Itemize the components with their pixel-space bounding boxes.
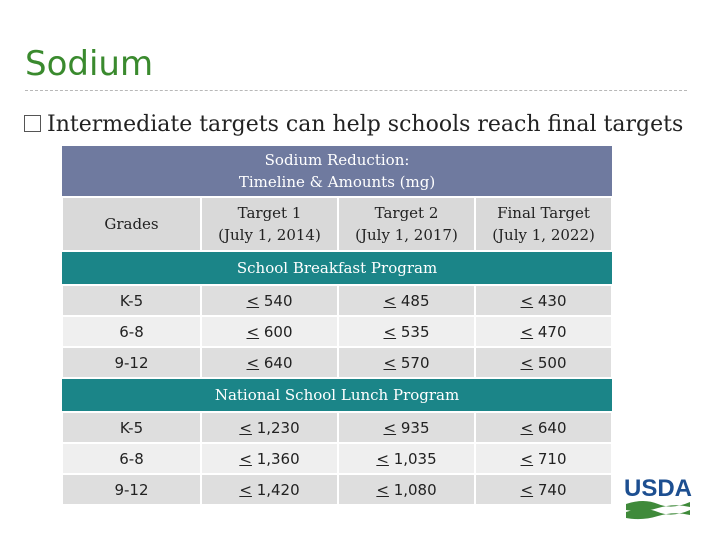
le-symbol: < [383, 353, 397, 372]
value-cell [338, 285, 475, 316]
le-symbol: < [246, 322, 260, 341]
value-text: 540 [263, 291, 293, 310]
value-cell [475, 285, 612, 316]
value-text: 500 [537, 353, 567, 372]
col-header-label: Target 2 [374, 204, 439, 222]
value-cell [338, 316, 475, 347]
table-header [62, 146, 612, 197]
table-row [62, 347, 612, 378]
bullet-item [24, 110, 683, 140]
value-text: 570 [400, 353, 430, 372]
value-text: 1,230 [256, 418, 300, 437]
le-symbol: < [383, 291, 397, 310]
le-symbol: < [520, 322, 534, 341]
value-text: 710 [537, 449, 567, 468]
page-title: Sodium [25, 44, 154, 84]
header-line2: Timeline & Amounts (mg) [238, 173, 436, 191]
value-cell [475, 316, 612, 347]
le-symbol: < [383, 322, 397, 341]
le-symbol: < [376, 480, 389, 499]
value-text: 485 [400, 291, 430, 310]
value-text: 935 [400, 418, 430, 437]
section-title: National School Lunch Program [62, 378, 612, 412]
le-symbol: < [246, 291, 260, 310]
le-symbol: < [239, 418, 252, 437]
table-row [62, 412, 612, 443]
grade-cell: 9-12 [62, 474, 201, 505]
col-header-date: (July 1, 2022) [492, 226, 595, 244]
le-symbol: < [383, 418, 397, 437]
value-text: 430 [537, 291, 567, 310]
value-text: 535 [400, 322, 430, 341]
col-header-target2 [338, 197, 475, 251]
value-text: 640 [263, 353, 293, 372]
grade-cell: 6-8 [62, 316, 201, 347]
value-text: 1,080 [393, 480, 437, 499]
value-cell [338, 347, 475, 378]
section-row-lunch [62, 378, 612, 412]
col-header-label: Target 1 [237, 204, 302, 222]
value-text: 640 [537, 418, 567, 437]
grade-cell: 6-8 [62, 443, 201, 474]
bullet-text: Intermediate targets can help schools reach final targets [47, 112, 684, 137]
le-symbol: < [520, 291, 534, 310]
col-header-target1 [201, 197, 338, 251]
table-header-row [62, 146, 612, 197]
checkbox-bullet-icon [24, 115, 41, 132]
grades-header: Grades [62, 197, 201, 251]
value-cell [201, 347, 338, 378]
column-header-row [62, 197, 612, 251]
value-cell [338, 443, 475, 474]
title-divider [25, 90, 687, 91]
le-symbol: < [520, 418, 534, 437]
table-row [62, 474, 612, 505]
le-symbol: < [239, 449, 252, 468]
le-symbol: < [376, 449, 389, 468]
value-text: 740 [537, 480, 567, 499]
value-text: 470 [537, 322, 567, 341]
le-symbol: < [520, 353, 534, 372]
le-symbol: < [246, 353, 260, 372]
value-cell [201, 443, 338, 474]
value-cell [201, 412, 338, 443]
grade-cell: K-5 [62, 412, 201, 443]
le-symbol: < [520, 480, 534, 499]
grade-cell: 9-12 [62, 347, 201, 378]
usda-logo-icon [624, 474, 692, 520]
section-title: School Breakfast Program [62, 251, 612, 285]
value-text: 600 [263, 322, 293, 341]
value-cell [201, 285, 338, 316]
col-header-final [475, 197, 612, 251]
value-cell [338, 474, 475, 505]
header-line1: Sodium Reduction: [264, 151, 410, 169]
value-text: 1,360 [256, 449, 300, 468]
grade-cell: K-5 [62, 285, 201, 316]
usda-logo-text: USDA [624, 475, 692, 502]
col-header-date: (July 1, 2017) [355, 226, 458, 244]
value-cell [475, 347, 612, 378]
sodium-table [61, 146, 613, 506]
value-cell [475, 412, 612, 443]
table-row [62, 285, 612, 316]
value-cell [201, 474, 338, 505]
value-cell [475, 474, 612, 505]
value-cell [338, 412, 475, 443]
table-row [62, 443, 612, 474]
section-row-breakfast [62, 251, 612, 285]
col-header-date: (July 1, 2014) [218, 226, 321, 244]
le-symbol: < [520, 449, 534, 468]
value-cell [475, 443, 612, 474]
value-cell [201, 316, 338, 347]
le-symbol: < [239, 480, 252, 499]
table-row [62, 316, 612, 347]
col-header-label: Final Target [497, 204, 590, 222]
value-text: 1,420 [256, 480, 300, 499]
value-text: 1,035 [393, 449, 437, 468]
